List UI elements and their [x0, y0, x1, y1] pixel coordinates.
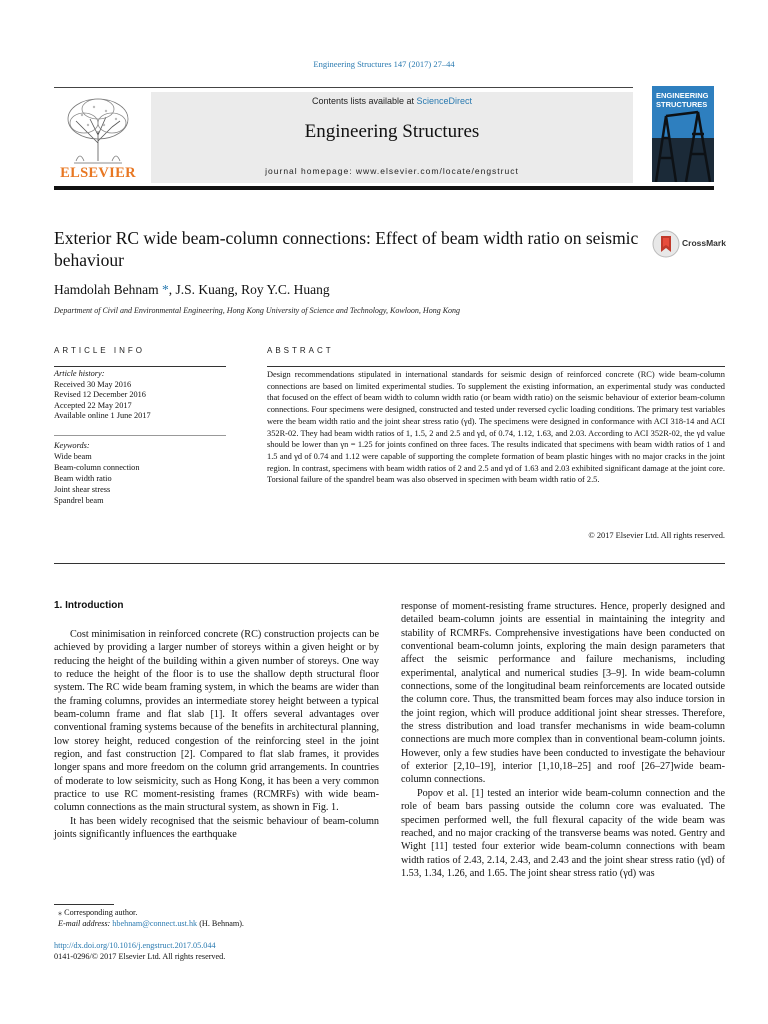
- keyword-item: Beam width ratio: [54, 474, 112, 483]
- email-label: E-mail address:: [58, 919, 113, 928]
- keyword-item: Beam-column connection: [54, 463, 140, 472]
- history-label: Article history:: [54, 369, 105, 378]
- sciencedirect-link[interactable]: ScienceDirect: [416, 96, 473, 106]
- history-received: Received 30 May 2016: [54, 379, 132, 389]
- corresponding-author-note: ⁎ Corresponding author.: [58, 908, 138, 917]
- abstract-divider: [267, 366, 725, 367]
- author-list: [54, 282, 330, 298]
- keyword-item: Spandrel beam: [54, 496, 104, 505]
- email-name: (H. Behnam).: [197, 919, 244, 928]
- email-footnote: [58, 918, 244, 929]
- keyword-item: Joint shear stress: [54, 485, 111, 494]
- contents-prefix: Contents lists available at: [311, 96, 417, 106]
- email-link[interactable]: hbehnam@connect.ust.hk: [112, 919, 198, 928]
- info-divider: [54, 366, 226, 367]
- journal-homepage[interactable]: journal homepage: www.elsevier.com/locate/engstruct: [265, 166, 519, 176]
- author-affiliation: Department of Civil and Environmental Engineering, Hong Kong University of Science and Technology, Kowloon, Hong Kong: [54, 306, 461, 315]
- history-online: Available online 1 June 2017: [54, 411, 151, 420]
- crossmark-badge[interactable]: [652, 229, 730, 259]
- paragraph: response of moment-resisting frame structures. Hence, properly designed and detailed beam-column joints are essential in maintaining the integrity and stability of RCMRFs. Comprehensive investigations have been conducted on conventional beam-column joints, exploring the main design parameters that affect the seismic performance and failure mechanisms, including experimental, analytical and numerical studies [3–9]. In wide beam-column connections, some of the longitudinal beam reinforcements are located outside the column core. Thus, the transmitted beam forces may also induce torsion in the joint region, which will produce additional joint shear stresses. Therefore, the stress distribution and load transfer mechanisms in wide beam-column connections are much more complex than in conventional beam-column joints. However, only a few studies have been conducted to investigate the behaviour of exterior [2,10–19], interior [1,10,18–25] and roof [26–27]wide beam-column connections.: [401, 601, 725, 786]
- crossmark-label: CrossMark: [682, 238, 726, 248]
- abstract-body: Design recommendations stipulated in international standards for seismic design of reinforced concrete (RC) wide beam-column connections are based on limited experimental studies. To supplement the existing information, an experimental study was conducted that focused on the effect of beam width to column width ratio (or beam width ratio) on the seismic behaviour of exterior beam-column connections. Four specimens were designed, constructed and tested under reversed cyclic loading conditions. The primary test variables were the beam width ratio and the joint shear stress ratio (γd). The specimens were designed in conformance with ACI 318-14 and ACI 352R-02. They had beam width ratios of 1, 1.5, 2 and 2.5 and γd, of 0.74, 1.12, 1.63, and 2.03. According to ACI 352R-02, the γd value should be lower than γn = 1.25 for joints confined on three faces. The results indicated that specimens with beam width ratios of 1 and 1.5 and γd of 0.74 and 1.12 were capable of supporting the complete formation of beam plastic hinges with no major cracks in the joint region. In contrast, specimens with beam width ratios of 2 and 2.5 and γd of 1.63 and 2.03 exhibited significant damage at the joint core. Torsional failure of the spandrel beam was also observed in specimen with beam width ratio of 2.5.: [267, 370, 725, 485]
- abstract-copyright: © 2017 Elsevier Ltd. All rights reserved.: [588, 531, 725, 540]
- body-left-column: [54, 628, 379, 842]
- crossmark-icon: [652, 229, 680, 259]
- footnote-rule: [54, 904, 114, 905]
- contents-available-line: [151, 96, 633, 106]
- article-info-heading: ARTICLE INFO: [54, 346, 145, 355]
- journal-citation[interactable]: Engineering Structures 147 (2017) 27–44: [313, 59, 455, 69]
- paragraph: Cost minimisation in reinforced concrete (RC) construction projects can be achieved by providing a larger number of storeys within a given height or by reducing the height of the building within a given number of storeys. One way to reduce the height of the floor is to use the shallow depth structural floor system. The RC wide beam framing system, in which the beams are wider than the framing columns, provides an intermediate storey height between a typical beam-column frame and flat slab [1]. It offers several advantages over conventional framing systems because of the benefits in architectural planning, low storey height, reduced congestion of the reinforcing steel in the joint region, and fast construction [2]. Compared to flat slab frames, it provides longer spans and more freedom on the column grid arrangements. In countries of moderate to low seismicity, such as Hong Kong, it has been a very common practice to use RC moment-resisting frames (RCMRFs) with wide beam-column connections as the main structural system, as shown in Fig. 1.: [54, 629, 379, 814]
- article-title: Exterior RC wide beam-column connections: Effect of beam width ratio on seismic behaviour: [54, 228, 639, 270]
- journal-title: Engineering Structures: [304, 121, 480, 142]
- abstract-bottom-rule: [54, 563, 725, 564]
- corresponding-author-mark[interactable]: *: [161, 282, 169, 297]
- keyword-item: Wide beam: [54, 452, 92, 461]
- elsevier-wordmark: ELSEVIER: [60, 165, 136, 181]
- paragraph: Popov et al. [1] tested an interior wide beam-column connection and the role of beam bars passing outside the column core was evaluated. The specimen performed well, the full flexural capacity of the wide beam was reached, and no major cracking of the transverse beams was noted. Gentry and Wight [11] tested four exterior wide beam-column connections with beam width ratios of 2.43, 2.14, 2.43, and 2.43 and the joint shear stress ratio (γd) of 1.53, 1.34, 1.26, and 1.65. The joint shear stress ratio (γd) was: [401, 787, 725, 879]
- doi-link[interactable]: http://dx.doi.org/10.1016/j.engstruct.2017.05.044: [54, 941, 216, 950]
- paragraph: It has been widely recognised that the seismic behaviour of beam-column joints significantly influences the earthquake: [54, 815, 379, 841]
- cover-title: ENGINEERING STRUCTURES: [656, 91, 709, 109]
- history-accepted: Accepted 22 May 2017: [54, 400, 132, 410]
- journal-cover-thumbnail[interactable]: [652, 86, 714, 182]
- issn-copyright: 0141-0296/© 2017 Elsevier Ltd. All rights reserved.: [54, 952, 226, 961]
- keywords-list: [54, 440, 226, 506]
- author-behnam: Hamdolah Behnam: [54, 282, 159, 297]
- article-history: [54, 369, 226, 422]
- section-heading-introduction: 1. Introduction: [54, 600, 124, 611]
- abstract-heading: ABSTRACT: [267, 346, 334, 355]
- header-bottom-rule: [54, 186, 714, 190]
- header-top-rule: [54, 87, 633, 88]
- keywords-divider: [54, 435, 226, 436]
- body-right-column: [401, 600, 725, 880]
- cover-structure-image: [652, 108, 714, 182]
- history-revised: Revised 12 December 2016: [54, 390, 146, 399]
- keywords-label: Keywords:: [54, 441, 90, 450]
- co-authors: , J.S. Kuang, Roy Y.C. Huang: [168, 282, 330, 297]
